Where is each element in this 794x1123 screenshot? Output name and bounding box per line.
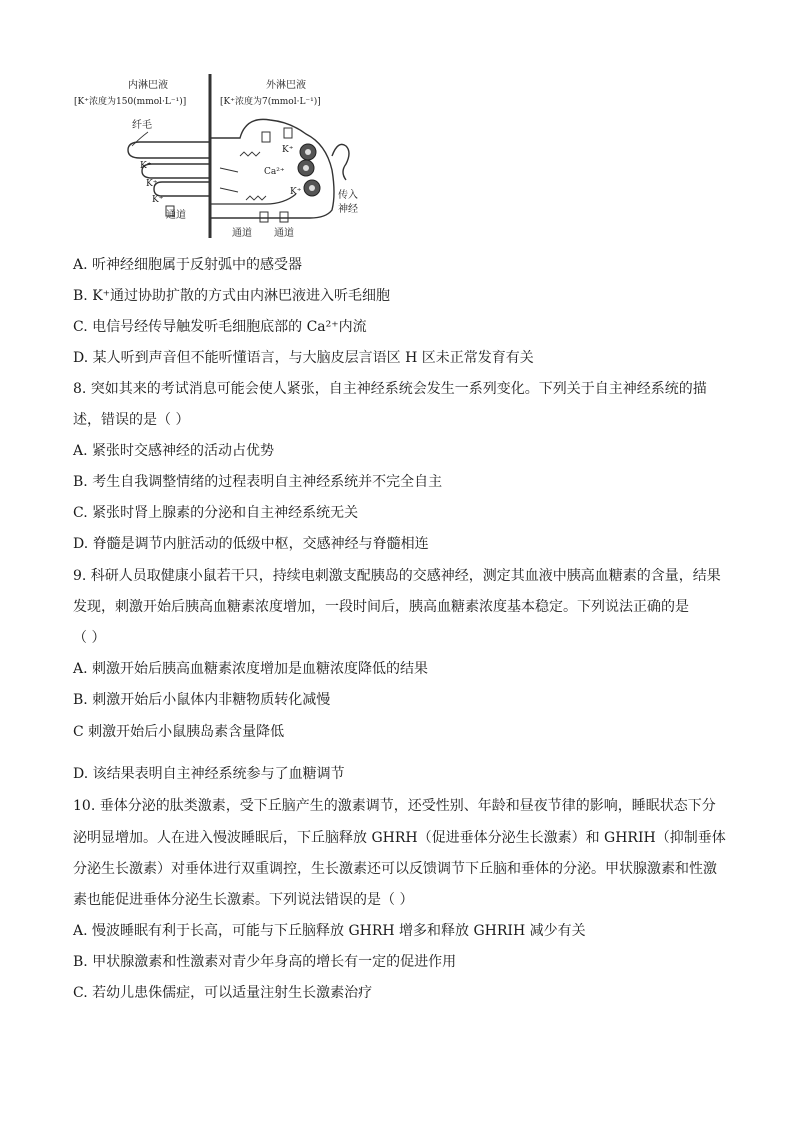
q7-option-c: C. 电信号经传导触发听毛细胞底部的 Ca²⁺内流 — [73, 319, 367, 335]
channel-label-left: 通道 — [166, 210, 186, 221]
channel-label-right: 通道 — [274, 228, 294, 239]
q7-option-a: A. 听神经细胞属于反射弧中的感受器 — [73, 257, 303, 273]
q7-option-b: B. K⁺通过协助扩散的方式由内淋巴液进入听毛细胞 — [73, 288, 391, 304]
k-ion-5: K⁺ — [290, 187, 302, 197]
afferent-label-1: 传入 — [338, 190, 358, 201]
q8-option-c: C. 紧张时肾上腺素的分泌和自主神经系统无关 — [73, 505, 359, 521]
q8-option-d: D. 脊髓是调节内脏活动的低级中枢，交感神经与脊髓相连 — [73, 536, 429, 552]
k-ion-2: K⁺ — [146, 179, 158, 189]
hair-cell-diagram — [70, 72, 410, 240]
q10-option-b: B. 甲状腺激素和性激素对青少年身高的增长有一定的促进作用 — [73, 954, 457, 970]
q10-stem-line-4: 素也能促进垂体分泌生长激素。下列说法错误的是（ ） — [73, 892, 414, 908]
q9-stem-line-3: （ ） — [73, 630, 106, 646]
vesicle-3-core — [309, 185, 315, 191]
channel-mid-shape — [260, 212, 268, 222]
afferent-label-2: 神经 — [338, 204, 358, 215]
vesicle-2-core — [303, 165, 309, 171]
q10-option-c: C. 若幼儿患侏儒症，可以适量注射生长激素治疗 — [73, 985, 373, 1001]
ca-ion-label: Ca²⁺ — [264, 167, 285, 177]
q7-option-d: D. 某人听到声音但不能听懂语言，与大脑皮层言语区 H 区未正常发育有关 — [73, 350, 534, 366]
k-ion-3: K⁺ — [152, 195, 164, 205]
outer-lymph-label: 外淋巴液 — [266, 80, 306, 91]
q8-stem-line-1: 8. 突如其来的考试消息可能会使人紧张，自主神经系统会发生一系列变化。下列关于自主神经系统的描 — [73, 381, 707, 397]
inner-lymph-concentration: [K⁺浓度为150(mmol·L⁻¹)] — [74, 97, 187, 107]
arrow-1 — [220, 168, 238, 172]
hair-cell-diagram-svg — [70, 72, 410, 240]
outer-lymph-concentration: [K⁺浓度为7(mmol·L⁻¹)] — [220, 97, 321, 107]
afferent-nerve-path — [332, 144, 349, 180]
cilia-loop-1 — [128, 142, 210, 158]
channel-top2-shape — [284, 128, 292, 138]
channel-label-mid: 通道 — [232, 228, 252, 239]
q9-option-b: B. 刺激开始后小鼠体内非糖物质转化减慢 — [73, 692, 331, 708]
cilia-pointer — [132, 132, 148, 146]
signal-zigzag-2 — [246, 196, 266, 200]
q10-stem-line-3: 分泌生长激素）对垂体进行双重调控，生长激素还可以反馈调节下丘脑和垂体的分泌。甲状腺激素和性激 — [73, 861, 717, 877]
q8-stem-line-2: 述，错误的是（ ） — [73, 412, 190, 428]
q10-stem-line-1: 10. 垂体分泌的肽类激素，受下丘脑产生的激素调节，还受性别、年龄和昼夜节律的影响，睡眠状态下分 — [73, 798, 716, 814]
cilia-label: 纤毛 — [132, 120, 152, 131]
channel-right-shape — [280, 212, 288, 222]
vesicle-1-core — [305, 149, 311, 155]
q10-stem-line-2: 泌明显增加。人在进入慢波睡眠后，下丘脑释放 GHRH（促进垂体分泌生长激素）和 GHRIH（抑制垂体 — [73, 830, 726, 846]
q8-option-a: A. 紧张时交感神经的活动占优势 — [73, 443, 275, 459]
q9-stem-line-1: 9. 科研人员取健康小鼠若干只，持续电刺激支配胰岛的交感神经，测定其血液中胰高血糖素的含量，结果 — [73, 568, 721, 584]
q9-option-c: C 刺激开始后小鼠胰岛素含量降低 — [73, 724, 285, 740]
channel-top-shape — [262, 132, 270, 142]
cilia-loop-2 — [142, 164, 210, 178]
k-ion-4: K⁺ — [282, 145, 294, 155]
q9-stem-line-2: 发现，刺激开始后胰高血糖素浓度增加，一段时间后，胰高血糖素浓度基本稳定。下列说法正确的是 — [73, 599, 689, 615]
k-ion-1: K⁺ — [140, 161, 152, 171]
cilia-loop-3 — [154, 182, 210, 196]
q9-option-d: D. 该结果表明自主神经系统参与了血糖调节 — [73, 766, 345, 782]
q9-option-a: A. 刺激开始后胰高血糖素浓度增加是血糖浓度降低的结果 — [73, 661, 429, 677]
arrow-2 — [220, 188, 238, 192]
q10-option-a: A. 慢波睡眠有利于长高，可能与下丘脑释放 GHRH 增多和释放 GHRIH 减少有关 — [73, 923, 586, 939]
signal-zigzag-1 — [240, 152, 260, 156]
inner-lymph-label: 内淋巴液 — [128, 80, 168, 91]
q8-option-b: B. 考生自我调整情绪的过程表明自主神经系统并不完全自主 — [73, 474, 443, 490]
